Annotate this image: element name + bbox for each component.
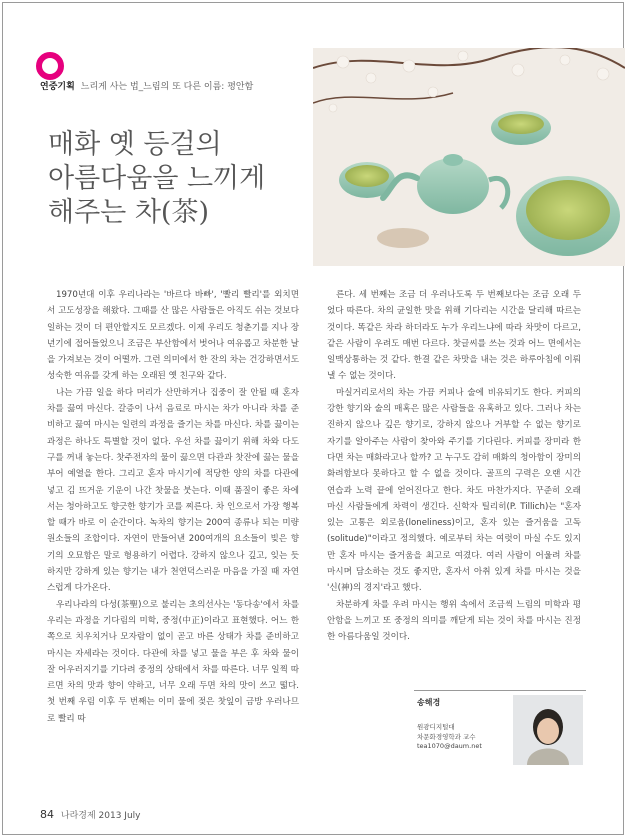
page-footer — [40, 808, 140, 821]
author-affiliation-1: 원광디지털대 — [417, 723, 455, 731]
author-affiliation-2: 차문화경영학과 교수 — [417, 732, 476, 741]
paragraph: 른다. 세 번째는 조금 더 우러나도록 두 번째보다는 조금 오래 두었다 따른다. 차의 균일한 맛을 위해 기다리는 시간을 달리해 따르는 것이다. 똑같은 차라 하더라도 누가 우리느냐에 따라 차맛이 다르고, 같은 사람이 우려도 매번 다르다. 찻글씨를 쓰는 것과 어느 면에서는 일맥상통하는 것 같다. 한결 같은 차맛을 내는 것은 하루아침에 이뤄낼 수 없는 것이다. — [327, 290, 581, 382]
body-column-left — [47, 287, 299, 727]
series-subtitle: 느리게 사는 법_느림의 또 다른 이름: 평안함 — [80, 82, 254, 92]
title-line-1: 매화 옛 등걸의 — [48, 129, 222, 160]
magenta-ring-icon — [36, 52, 64, 80]
author-email: tea1070@daum.net — [417, 742, 482, 750]
paragraph: 마실거리로서의 차는 가끔 커피나 술에 비유되기도 한다. 커피의 강한 향기와 술의 매혹은 많은 사람들을 유혹하고 있다. 그러나 차는 진하지 않으나 깊은 향기로, 강하지 않으나 거부할 수 없는 향기로 자기를 알아주는 사람이 찾아와 주기를 기다린다. 커피를 장미라 한다면 차는 매화라고나 할까? 고 누구도 감히 매화의 청아함이 장미의 화려함보다 못하다고 할 수 없을 것이다. 골프의 구력은 오랜 시간 연습과 노력 끝에 얻어진다고 한다. 차도 마찬가지다. 꾸준히 오래 마신 사람들에게 차력이 생긴다. 신학자 틸리히(P. Tillich)는 "혼자 있는 고통은 외로움(loneliness)이고, 혼자 있는 즐거움을 고독(solitude)"이라고 정의했다. 예로부터 차는 여럿이 마실 수도 있지만 혼자 마시는 즐거움을 최고로 여겼다. 여러 사람이 어울려 차를 마시며 담소하는 것도 좋지만, 혼자서 아취 있게 차를 마시는 것을 '신(神)의 경지'라고 했다. — [327, 387, 581, 594]
author-box — [414, 690, 586, 769]
author-photo — [513, 695, 583, 765]
paragraph: 차분하게 차를 우려 마시는 행위 속에서 조금씩 느림의 미학과 평안함을 느끼고 또 중정의 의미를 깨닫게 되는 것이 차를 마시는 진정한 아름다움일 것이다. — [327, 599, 581, 643]
article-title — [48, 128, 338, 230]
title-line-2: 아름다움을 느끼게 — [48, 163, 266, 194]
magazine-name: 나라경제 — [60, 811, 96, 821]
author-portrait-icon — [513, 695, 583, 765]
tea-set-illustration — [313, 48, 625, 266]
paragraph: 나는 가끔 일을 하다 머리가 산만하거나 집중이 잘 안될 때 혼자 차를 끓여 마신다. 갈증이 나서 음료로 마시는 차가 아니라 차를 준비하고 끓여 마시는 일련의 과정을 즐기는 차를 마신다. 차를 끓이는 과정은 하나도 특별할 것이 없다. 우선 차를 끓이기 위해 차와 다도구를 꺼내 놓는다. 찻주전자의 물이 끓으면 다관과 찻잔에 끓는 물을 부어 예열을 한다. 그리고 혼자 마시기에 적당한 양의 차를 다관에 넣고 김 뜨거운 기운이 나간 찻물을 붓는다. 이때 품질이 좋은 차에서는 청아하고도 향긋한 향기가 코를 찌른다. 차 인으로서 가장 행복할 때가 바로 이 순간이다. 녹차의 향기는 200여 종류나 되는 미량 원소들의 조합이다. 자연이 만들어낸 200여개의 요소들이 빚은 향기의 오묘함은 말로 형용하기 어렵다. 강하지 않으나 깊고, 잊는 듯하지만 강하게 있는 향기는 내가 천연덕스러운 마음을 가질 때 자연스럽게 다가온다. — [47, 387, 299, 594]
series-header — [40, 79, 253, 92]
title-line-3: 해주는 차(茶) — [48, 197, 209, 228]
issue-date: 2013 July — [98, 811, 141, 821]
page-number: 84 — [40, 808, 54, 821]
series-label: 연중기획 — [40, 82, 75, 92]
author-name: 송해경 — [417, 698, 441, 707]
tea-set-photo — [313, 48, 625, 266]
author-info — [417, 723, 507, 752]
body-column-right — [327, 287, 581, 646]
paragraph: 1970년대 이후 우리나라는 '바르다 바빠', '빨리 빨리'를 외치면서 고도성장을 해왔다. 그때를 산 많은 사람들은 아직도 쉬는 것보다 일하는 것이 더 편안할지도 모르겠다. 이제 우리도 청춘기를 지나 장년기에 접어들었으니 조금은 부산함에서 벗어나 여유롭고 차분한 날을 가져보는 것이 어떨까. 그런 의미에서 한 잔의 차는 건강하면서도 성숙한 여유를 갖게 하는 오래된 옛 친구와 같다. — [47, 290, 299, 382]
paragraph: 우리나라의 다성(茶聖)으로 불리는 초의선사는 '동다송'에서 차를 우리는 과정을 기다림의 미학, 중정(中正)이라고 표현했다. 어느 한쪽으로 치우치거나 모자람이 없이 곧고 바른 상태가 차를 준비하고 마시는 자세라는 것이다. 다관에 차를 넣고 물을 부은 후 차와 물이 잘 어우러지기를 기다려 중정의 상태에서 차를 따른다. 너무 일찍 따르면 차의 맛과 향이 약하고, 너무 오래 두면 차의 맛이 쓰고 떫다. 첫 번째 우림 이후 두 번째는 이미 물에 젖은 찻잎이 금방 우러나므로 빨리 따 — [47, 599, 299, 724]
